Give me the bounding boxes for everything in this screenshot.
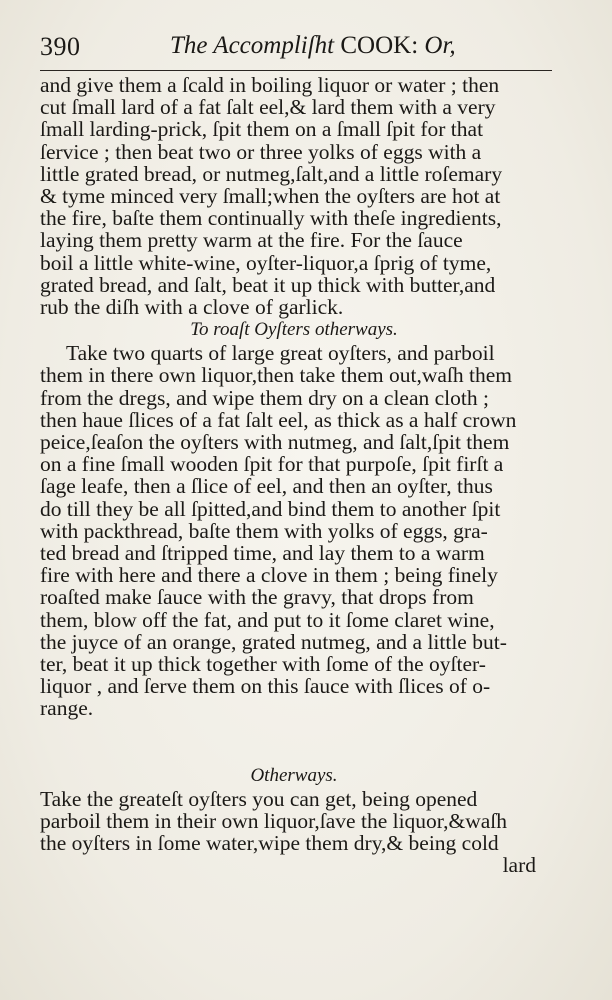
text-line: them in there own liquor,then take them out,waſh them [40,363,513,388]
text-line: ſmall larding-prick, ſpit them on a ſmall ſpit for that [40,117,484,142]
section-gap [40,720,548,764]
text-line: the juyce of an orange, grated nutmeg, and a little but- [40,629,507,654]
section-1 [40,74,548,318]
section-heading-otherways: Otherways. [250,764,338,786]
page-header [40,28,552,68]
header-rule [40,70,552,71]
text-line: parboil them in their own liquor,ſave the liquor,&waſh [40,808,507,833]
text-line: roaſted make ſauce with the gravy, that drops from [40,585,474,610]
page-number: 390 [40,32,81,61]
text-line: the fire, baſte them continually with theſe ingredients, [40,206,502,231]
text-line: boil a little white-wine, oyſter-liquor,a ſprig of tyme, [40,250,492,275]
text-line: on a fine ſmall wooden ſpit for that purpoſe, ſpit firſt a [40,452,504,477]
running-title-tail: Or, [418,32,456,59]
running-title-caps: COOK: [340,32,419,59]
text-line: little grated bread, or nutmeg,ſalt,and a little roſemary [40,161,503,186]
text-line: ted bread and ſtripped time, and lay them to a warm [40,541,485,566]
text-line: them, blow off the fat, and put to it ſome claret wine, [40,607,495,632]
running-title [170,32,456,60]
text-line: Take two quarts of large great oyſters, and parboil [66,341,495,366]
text-line: Take the greateſt oyſters you can get, being opened [40,786,478,811]
running-title-italic: The Accompliſht [170,32,341,59]
text-line: ter, beat it up thick together with ſome of the oyſter- [40,652,486,677]
text-line: then haue ſlices of a fat ſalt eel, as thick as a half crown [40,407,517,432]
text-line: ſage leafe, then a ſlice of eel, and then an oyſter, thus [40,474,493,499]
text-line: laying them pretty warm at the fire. For the ſauce [40,228,463,253]
text-line: do till they be all ſpitted,and bind them to another ſpit [40,496,501,521]
text-line: range. [40,696,94,721]
text-line: ſervice ; then beat two or three yolks of eggs with a [40,139,482,164]
section-heading-roast-oysters: To roaſt Oyſters otherways. [190,319,398,341]
text-line: peice,ſeaſon the oyſters with nutmeg, and ſalt,ſpit them [40,430,510,455]
text-line: rub the diſh with a clove of garlick. [40,295,344,320]
catchword: lard [502,853,536,878]
text-line: and give them a ſcald in boiling liquor or water ; then [40,73,500,97]
text-line: the oyſters in ſome water,wipe them dry,& being cold [40,831,499,856]
text-line: & tyme minced very ſmall;when the oyſters are hot at [40,184,501,209]
section-2 [40,342,548,719]
text-line: grated bread, and ſalt, beat it up thick with butter,and [40,272,496,297]
body-text [40,74,548,877]
text-line: with packthread, baſte them with yolks of eggs, gra- [40,518,488,543]
text-line: fire with here and there a clove in them ; being finely [40,563,498,588]
text-line: cut ſmall lard of a fat ſalt eel,& lard them with a very [40,95,496,120]
text-line: liquor , and ſerve them on this ſauce with ſlices of o- [40,674,491,699]
section-3 [40,788,548,855]
text-line: from the dregs, and wipe them dry on a clean cloth ; [40,385,489,410]
